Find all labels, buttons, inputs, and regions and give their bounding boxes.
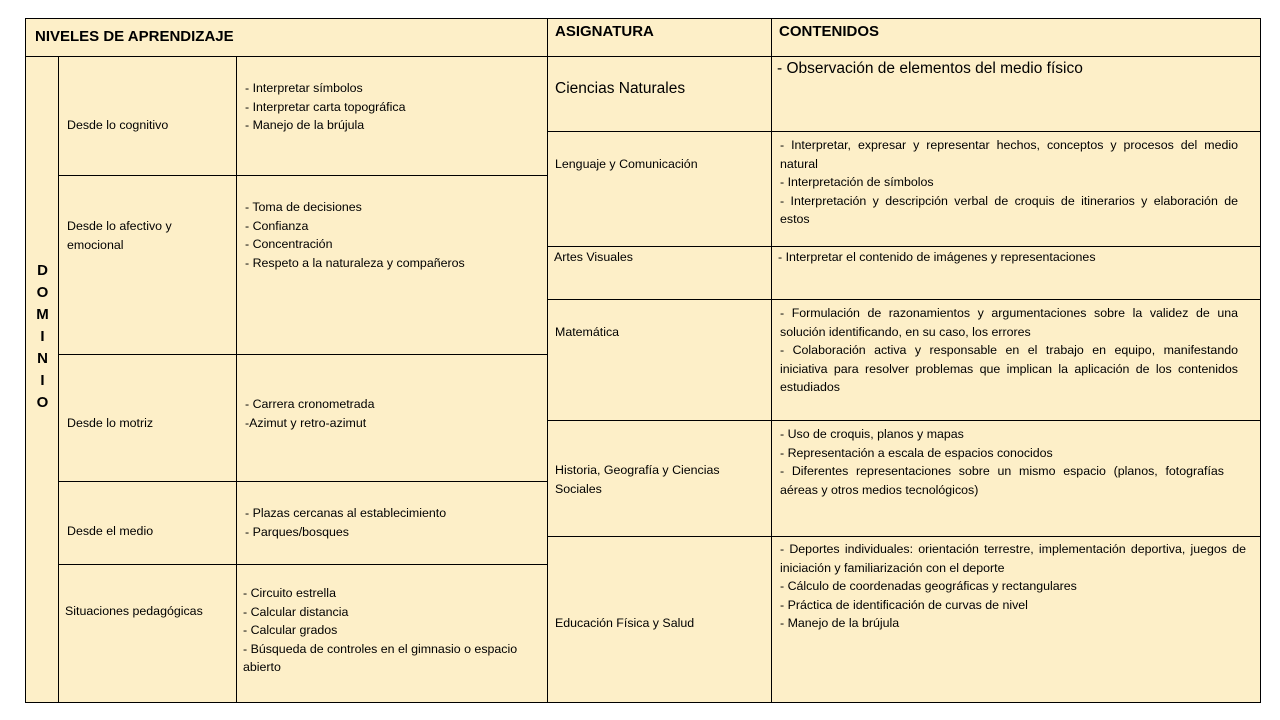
dominio-letter: N [37, 350, 48, 367]
table-border-top [25, 18, 1261, 19]
asignatura-name: Ciencias Naturales [555, 80, 686, 97]
contenido-item: - Práctica de identificación de curvas de nivel [780, 597, 1028, 612]
nivel-label-text: Desde lo motriz [67, 416, 154, 430]
contenidos-educacion-fisica [772, 537, 1260, 703]
asignatura-artes [548, 247, 772, 300]
nivel-item: - Búsqueda de controles en el gimnasio o espacio abierto [243, 641, 518, 675]
table-row-divider [547, 131, 1261, 132]
nivel-item: - Concentración [245, 237, 333, 252]
header-asignatura-label: ASIGNATURA [555, 23, 654, 40]
contenido-item: - Observación de elementos del medio físico [777, 60, 1083, 77]
contenido-item: - Interpretación de símbolos [780, 175, 934, 190]
contenido-item: - Colaboración activa y responsable en el trabajo en equipo, manifestando iniciativa para resolver problemas que implican la aplicación de los contenidos estudiados [780, 343, 1238, 395]
nivel-item: - Carrera cronometrada [245, 397, 375, 411]
table-row-divider [547, 536, 1261, 537]
nivel-items-motriz [237, 355, 548, 482]
table-row-divider [58, 175, 548, 176]
header-contenidos-label: CONTENIDOS [779, 23, 880, 40]
nivel-items-medio [237, 482, 548, 565]
contenidos-artes [772, 247, 1260, 300]
dominio-letter: O [36, 394, 49, 411]
table-border-header [25, 56, 1261, 57]
nivel-item: - Toma de decisiones [245, 200, 362, 214]
nivel-item: - Circuito estrella [243, 586, 336, 600]
table-col-divider [771, 18, 772, 703]
nivel-item: - Plazas cercanas al establecimiento [245, 506, 447, 520]
nivel-item: - Respeto a la naturaleza y compañeros [245, 255, 465, 270]
table-col-divider [236, 56, 237, 703]
asignatura-name: Lenguaje y Comunicación [555, 157, 698, 171]
nivel-item: - Confianza [245, 218, 309, 233]
dominio-cell [26, 57, 59, 703]
table-col-divider [58, 56, 59, 703]
contenido-item: - Uso de croquis, planos y mapas [780, 427, 964, 441]
nivel-label-cognitivo [59, 57, 237, 176]
nivel-label-text: Desde lo cognitivo [67, 118, 169, 132]
table-row-divider [547, 420, 1261, 421]
contenidos-ciencias [772, 57, 1260, 132]
nivel-item: - Calcular distancia [243, 604, 349, 619]
contenidos-matematica [772, 300, 1260, 421]
nivel-item: - Manejo de la brújula [245, 118, 365, 133]
contenido-item: - Cálculo de coordenadas geográficas y rectangulares [780, 579, 1077, 594]
nivel-item: -Azimut y retro-azimut [245, 415, 367, 430]
table-row-divider [58, 564, 548, 565]
asignatura-lenguaje [548, 132, 772, 247]
contenido-item: - Diferentes representaciones sobre un mismo espacio (planos, fotografías aéreas y otros medios tecnológicos) [780, 464, 1224, 497]
nivel-label-situaciones [59, 565, 237, 703]
asignatura-matematica [548, 300, 772, 421]
asignatura-educacion-fisica [548, 537, 772, 703]
nivel-label-text: Desde lo afectivo y emocional [67, 219, 172, 252]
nivel-label-text: Situaciones pedagógicas [65, 604, 203, 618]
asignatura-historia [548, 421, 772, 537]
contenido-item: - Manejo de la brújula [780, 616, 900, 631]
nivel-item: - Parques/bosques [245, 524, 350, 539]
nivel-items-afectivo [237, 176, 548, 355]
asignatura-name: Educación Física y Salud [555, 616, 695, 630]
asignatura-name: Artes Visuales [554, 250, 633, 264]
table-row-divider [547, 299, 1261, 300]
nivel-label-afectivo [59, 176, 237, 355]
nivel-items-cognitivo [237, 57, 548, 176]
contenido-item: - Formulación de razonamientos y argumentaciones sobre la validez de una solución identificando, en su caso, los errores [780, 306, 1238, 339]
asignatura-ciencias [548, 57, 772, 132]
asignatura-name: Matemática [555, 325, 620, 339]
contenido-item: - Interpretar, expresar y representar hechos, conceptos y procesos del medio natural [780, 138, 1238, 171]
nivel-items-situaciones [237, 565, 548, 703]
table-row-divider [58, 354, 548, 355]
dominio-letter: I [40, 328, 45, 345]
nivel-label-motriz [59, 355, 237, 482]
table-border-bottom [25, 702, 1261, 703]
nivel-label-medio [59, 482, 237, 565]
header-niveles [26, 19, 548, 57]
dominio-letter: I [40, 372, 45, 389]
contenido-item: - Interpretar el contenido de imágenes y representaciones [778, 250, 1096, 264]
contenidos-historia [772, 421, 1260, 537]
dominio-letter: O [36, 284, 49, 301]
nivel-item: - Interpretar símbolos [245, 81, 363, 95]
dominio-letter: M [36, 306, 49, 323]
nivel-label-text: Desde el medio [67, 524, 154, 538]
asignatura-name: Historia, Geografía y Ciencias Sociales [555, 463, 720, 496]
header-contenidos [772, 19, 1260, 57]
table-col-divider [547, 18, 548, 703]
table-border-right [1260, 18, 1261, 703]
header-asignatura [548, 19, 772, 57]
nivel-item: - Calcular grados [243, 623, 338, 638]
contenido-item: - Deportes individuales: orientación terrestre, implementación deportiva, juegos de iniciación y familiarización con el deporte [780, 542, 1246, 575]
header-niveles-label: NIVELES DE APRENDIZAJE [35, 28, 234, 45]
nivel-item: - Interpretar carta topográfica [245, 99, 406, 114]
table-row-divider [547, 246, 1261, 247]
table-row-divider [58, 481, 548, 482]
dominio-letter: D [37, 262, 48, 279]
contenido-item: - Representación a escala de espacios conocidos [780, 445, 1053, 460]
table-border-left [25, 18, 26, 703]
contenido-item: - Interpretación y descripción verbal de croquis de itinerarios y elaboración de estos [780, 193, 1238, 227]
contenidos-lenguaje [772, 132, 1260, 247]
